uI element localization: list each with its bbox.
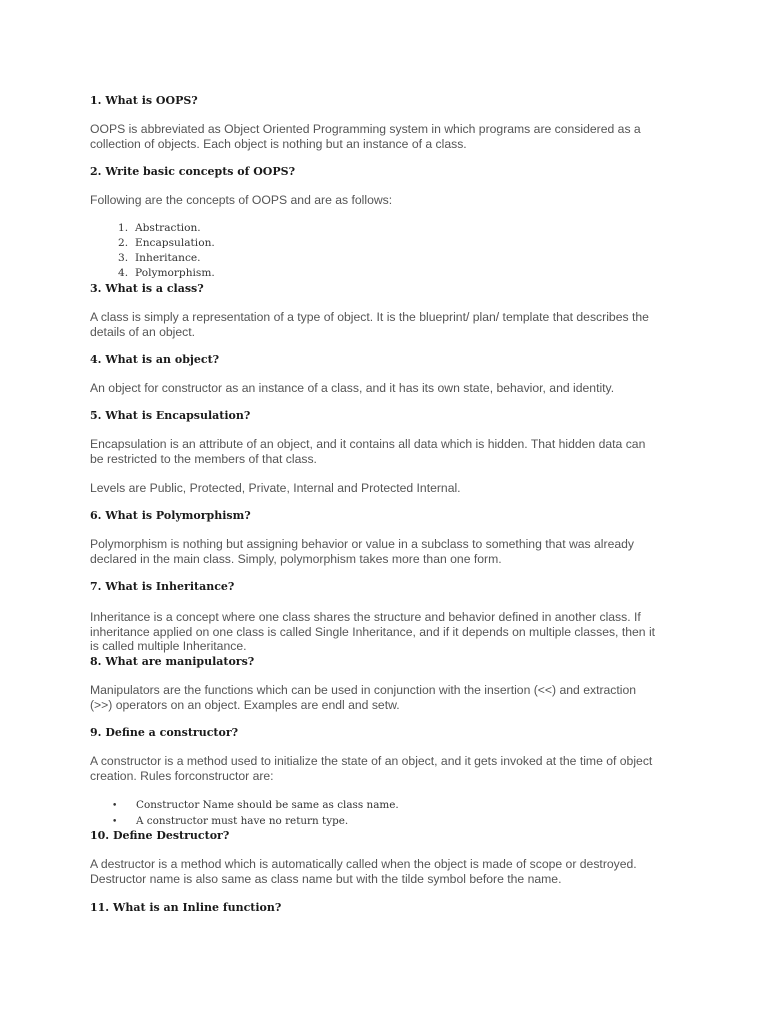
answer-line: A constructor is a method used to initialize the state of an object, and it gets invoked at the time of object (90, 754, 653, 768)
answer-line: A class is simply a representation of a type of object. It is the blueprint/ plan/ template that describes the (90, 310, 649, 324)
question-heading: 10. Define Destructor? (90, 829, 230, 842)
list-item (118, 267, 215, 279)
list-number: 2. (118, 237, 129, 249)
answer-line: Destructor name is also same as class name but with the tilde symbol before the name. (90, 871, 562, 886)
list-item (118, 252, 201, 264)
list-number: 1. (118, 222, 129, 234)
question-heading: 7. What is Inheritance? (90, 580, 235, 593)
question-heading: 4. What is an object? (90, 353, 220, 366)
list-item (118, 237, 215, 249)
question-heading: 11. What is an Inline function? (90, 901, 282, 914)
bullet-icon: • (112, 817, 118, 827)
answer-paragraph (90, 754, 690, 783)
answer-line: Polymorphism is nothing but assigning behavior or value in a subclass to something that was already (90, 537, 634, 551)
answer-line: details of an object. (90, 324, 196, 339)
answer-line: creation. Rules forconstructor are: (90, 768, 274, 783)
question-heading: 3. What is a class? (90, 282, 204, 295)
answer-line: collection of objects. Each object is nothing but an instance of a class. (90, 136, 467, 151)
answer-paragraph (90, 683, 690, 712)
question-heading: 1. What is OOPS? (90, 94, 198, 107)
answer-paragraph (90, 610, 690, 654)
list-number: 4. (118, 267, 129, 279)
answer-line: inheritance applied on one class is called Single Inheritance, and if it depends on multiple classes, then it (90, 624, 656, 639)
answer-line: An object for constructor as an instance of a class, and it has its own state, behavior, and identity. (90, 381, 615, 395)
answer-line: Inheritance is a concept where one class shares the structure and behavior defined in another class. If (90, 610, 641, 624)
list-item-text: Polymorphism. (135, 267, 215, 279)
answer-line: Levels are Public, Protected, Private, Internal and Protected Internal. (90, 481, 461, 495)
answer-line: (>>) operators on an object. Examples are endl and setw. (90, 697, 400, 712)
list-number: 3. (118, 252, 129, 264)
question-heading: 9. Define a constructor? (90, 726, 239, 739)
bullet-item-text: Constructor Name should be same as class name. (136, 799, 399, 811)
answer-line: Encapsulation is an attribute of an object, and it contains all data which is hidden. That hidden data can (90, 437, 646, 451)
answer-paragraph (90, 537, 690, 566)
answer-paragraph (90, 122, 690, 151)
answer-paragraph (90, 310, 690, 339)
list-item-text: Abstraction. (135, 222, 201, 234)
answer-line: be restricted to the members of that class. (90, 451, 317, 466)
bullet-item (112, 799, 399, 811)
answer-line: is called multiple Inheritance. (90, 639, 247, 654)
answer-line: OOPS is abbreviated as Object Oriented Programming system in which programs are considered as a (90, 122, 641, 136)
question-heading: 5. What is Encapsulation? (90, 409, 251, 422)
answer-paragraph (90, 193, 690, 208)
bullet-item-text: A constructor must have no return type. (136, 815, 349, 827)
question-heading: 2. Write basic concepts of OOPS? (90, 165, 296, 178)
answer-line: A destructor is a method which is automatically called when the object is made of scope or destroyed. (90, 857, 637, 871)
question-heading: 6. What is Polymorphism? (90, 509, 251, 522)
bullet-icon: • (112, 801, 118, 811)
answer-paragraph (90, 381, 690, 396)
list-item (118, 222, 201, 234)
answer-paragraph (90, 857, 690, 886)
answer-line: declared in the main class. Simply, polymorphism takes more than one form. (90, 551, 502, 566)
list-item-text: Inheritance. (135, 252, 201, 264)
answer-line: Manipulators are the functions which can be used in conjunction with the insertion (<<) and extraction (90, 683, 637, 697)
question-heading: 8. What are manipulators? (90, 655, 255, 668)
answer-paragraph (90, 481, 690, 496)
bullet-item (112, 815, 348, 827)
list-item-text: Encapsulation. (135, 237, 215, 249)
answer-line: Following are the concepts of OOPS and are as follows: (90, 193, 393, 207)
answer-paragraph (90, 437, 690, 466)
